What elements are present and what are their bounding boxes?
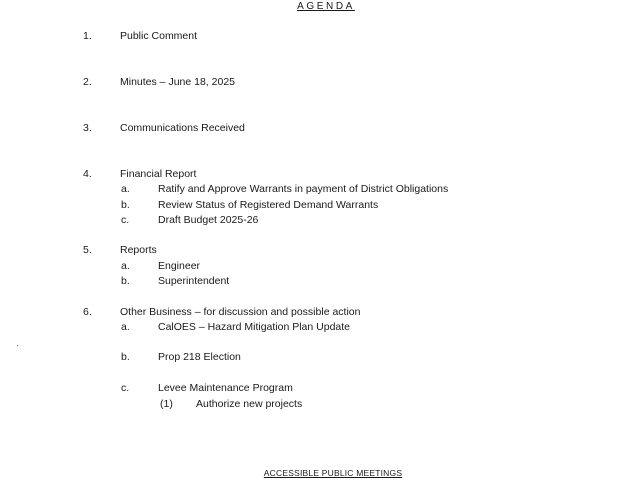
subitem-text: Prop 218 Election: [158, 351, 241, 363]
subitem-text: CalOES – Hazard Mitigation Plan Update: [158, 321, 351, 333]
item-text: Other Business – for discussion and possible action: [120, 306, 361, 318]
item-number: 3.: [83, 122, 92, 134]
item-text: Financial Report: [120, 168, 197, 180]
agenda-item-2: [0, 76, 640, 90]
item-number: 5.: [83, 244, 92, 256]
agenda-subitem-6c-1: [0, 398, 640, 412]
item-number: 4.: [83, 168, 92, 180]
item-number: 2.: [83, 76, 92, 88]
subitem-text: Ratify and Approve Warrants in payment of District Obligations: [158, 183, 449, 195]
subitem-letter: b.: [121, 275, 130, 287]
agenda-item-6: [0, 306, 640, 320]
item-text: Minutes – June 18, 2025: [120, 76, 235, 88]
subitem-text: Superintendent: [158, 275, 230, 287]
subitem-letter: a.: [121, 260, 130, 272]
agenda-subitem-4b: [0, 199, 640, 213]
agenda-item-3: [0, 122, 640, 136]
subitem-number: (1): [160, 398, 173, 410]
agenda-item-4: [0, 168, 640, 182]
item-number: 6.: [83, 306, 92, 318]
subitem-text: Authorize new projects: [196, 398, 303, 410]
subitem-text: Draft Budget 2025-26: [158, 214, 259, 226]
agenda-item-1: [0, 30, 640, 44]
subitem-text: Engineer: [158, 260, 201, 272]
agenda-subitem-5b: [0, 275, 640, 289]
subitem-text: Levee Maintenance Program: [158, 382, 293, 394]
subitem-letter: b.: [121, 199, 130, 211]
agenda-subitem-6a: [0, 321, 640, 335]
item-number: 1.: [83, 30, 92, 42]
accessible-meetings-heading: ACCESSIBLE PUBLIC MEETINGS: [263, 468, 403, 478]
agenda-title: AGENDA: [297, 1, 355, 12]
subitem-letter: c.: [121, 214, 130, 226]
subitem-text: Review Status of Registered Demand Warrants: [158, 199, 379, 211]
agenda-item-5: [0, 244, 640, 258]
subitem-letter: b.: [121, 351, 130, 363]
agenda-subitem-6c: [0, 382, 640, 396]
agenda-subitem-6b: [0, 351, 640, 365]
item-text: Communications Received: [120, 122, 245, 134]
agenda-subitem-4a: [0, 183, 640, 197]
subitem-letter: a.: [121, 321, 130, 333]
agenda-subitem-5a: [0, 260, 640, 274]
item-text: Reports: [120, 244, 157, 256]
subitem-letter: c.: [121, 382, 130, 394]
item-text: Public Comment: [120, 30, 198, 42]
agenda-subitem-4c: [0, 214, 640, 228]
subitem-letter: a.: [121, 183, 130, 195]
margin-mark: [17, 345, 18, 346]
